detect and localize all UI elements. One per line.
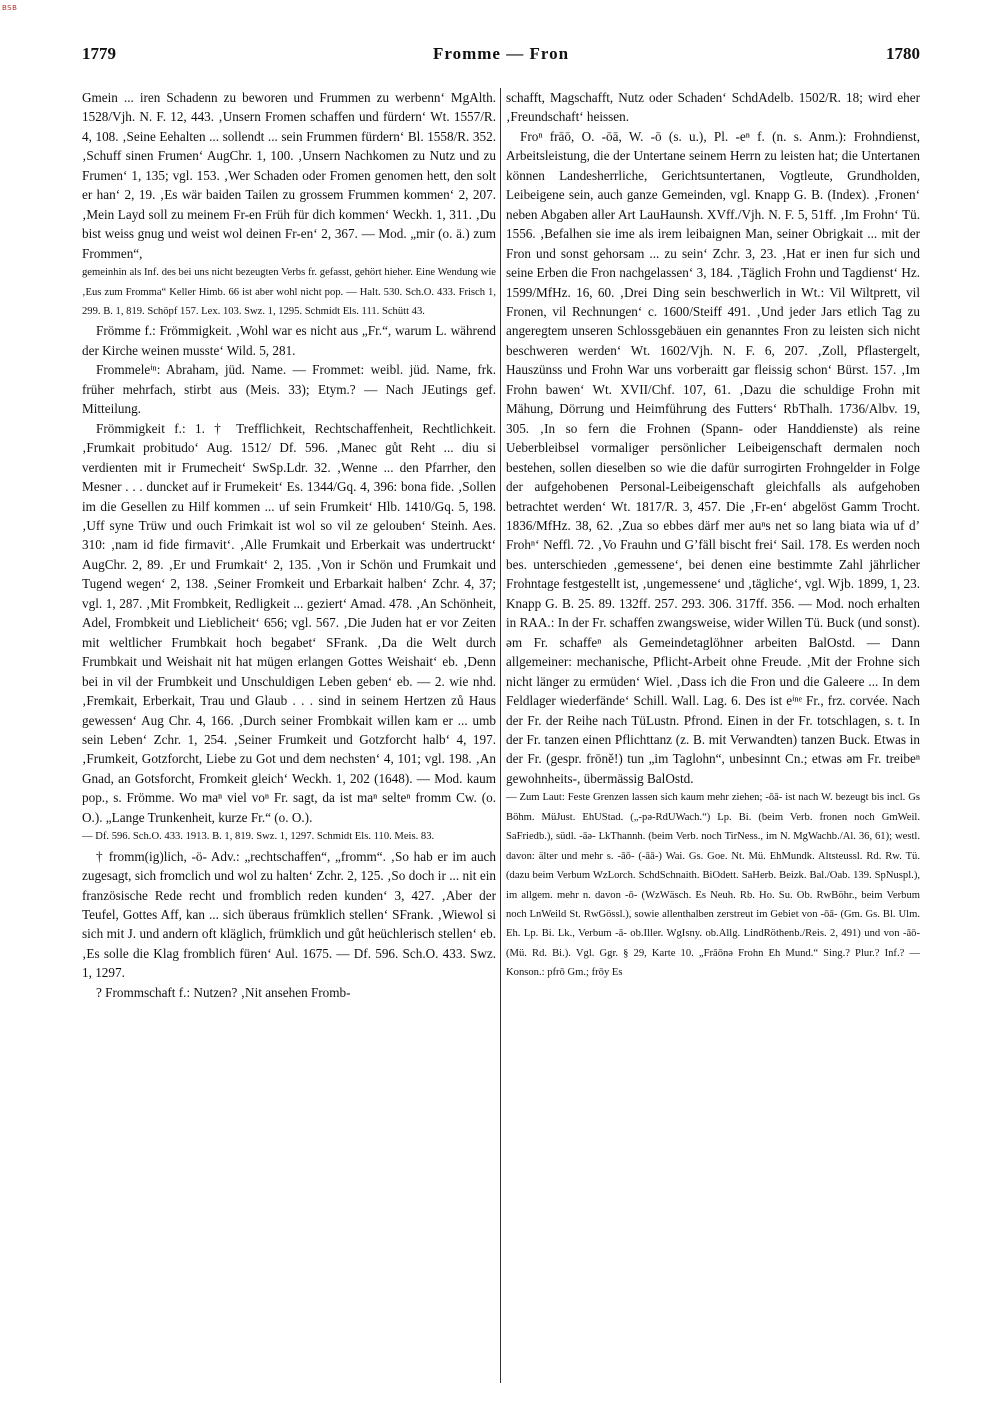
phonology-note: — Zum Laut: Feste Grenzen lassen sich kaum mehr ziehen; -ōā- ist nach W. bezeugt bis incl. Gs Böhm. MüJust. EhUStad. („-pə-RdUWach.“) Lp. Bi. (beim Verb. fronen noch GmWeil. SaFriedb.), südl. -āə- LkThannh. (beim Verb. noch TirNess., im N. MgWachb./Al. 36, 61); westl. davon: älter und mehr s. -āō- (-āā-) Wai. Gs. Goe. Nt. Mü. EhMundk. Altsteussl. Rd. Rw. Tü. (dazu beim Verbum WzLorch. SchdSchnaith. BiOdett. SaHerb. Beizk. Bal./Oab. 139. SpNuspl.), im allgem. mehr n. davon -ō- (WzWäsch. Es Neuh. Rb. Ho. Su. Ob. RwBöhr., beim Verbum noch LnWeild St. RwGössl.), sowie allenthalben zerstreut im Gebiet von -ōā- (Gm. Gs. Bl. Ulm. Eh. Lp. Bi. Lk., Verbum -ā- ob.Iller. WgIsny. ob.Allg. LindRöthenb./Reis. 2, 491) und von -āō- (Mü. Rd. Bi.). Vgl. Ggr. § 29, Karte 10. „Frāōnə Frohn Eh Mund.“ Sing.? Plur.? Inf.? — Konson.: pfrō Gm.; frōy Es	[506, 792, 920, 979]
reference-note: gemeinhin als Inf. des bei uns nicht bezeugten Verbs fr. gefasst, gehört hieher. Eine Wendung wie ‚Eus zum Fromma“ Keller Himb. 66 ist aber wohl nicht pop. — Halt. 530. Sch.O. 433. Frisch 1, 299. B. 1, 819. Schöpf 157. Lex. 103. Swz. 1, 1295. Schmidt Els. 111. Schütt 43.	[82, 267, 496, 317]
left-column-number: 1779	[82, 44, 116, 63]
page-header	[82, 44, 920, 70]
left-column	[82, 88, 496, 1388]
column-divider	[500, 88, 501, 1383]
entry-paragraph: Gmein ... iren Schadenn zu beworen und Frummen zu werbenn‘ MgAlth. 1528/Vjh. N. F. 12, 443. ‚Unsern Fromen schaffen und fürdern‘ Wt. 1557/R. 4, 108. ‚Seine Eehalten ... sollendt ... sein Frummen fürdern‘ Bl. 1558/R. 352. ‚Schuff sinen Frumen‘ AugChr. 1, 100. ‚Unsern Nachkomen zu Nutz und zu Frumen‘ 1, 135; vgl. 153. ‚Wer Schaden oder Fromen genomen hett, den solt er han‘ 2, 19. ‚Es wär baiden Tailen zu grossem Frummen kommen‘ 2, 207. ‚Mein Layd soll zu meinem Fr-en Früh für dich kommen‘ Weckh. 1, 311. ‚Du bist weiss gnug und weist wol deinen Fr-en‘ 2, 367. — Mod. „mir (o. ä.) zum Frommen“,	[82, 90, 496, 261]
entry-continuation: schafft, Magschafft, Nutz oder Schaden‘ SchdAdelb. 1502/R. 18; wird eher ‚Freundschaft‘ heissen.	[506, 90, 920, 125]
entry-froemme: Frömme f.: Frömmigkeit. ‚Wohl war es nicht aus „Fr.“, warum L. während der Kirche weinen musste‘ Wild. 5, 281.	[82, 323, 496, 358]
entry-frommele: Frommeleⁱⁿ: Abraham, jüd. Name. — Frommet: weibl. jüd. Name, frk. früher mehrfach, stirbt aus (Meis. 33); Etym.? — Nach JEutings gef. Mitteilung.	[82, 362, 496, 417]
reference-note: — Df. 596. Sch.O. 433. 1913. B. 1, 819. Swz. 1, 1297. Schmidt Els. 110. Meis. 83.	[82, 831, 435, 843]
right-column-number: 1780	[886, 44, 920, 63]
entry-froemmigkeit: Frömmigkeit f.: 1. † Trefflichkeit, Rechtschaffenheit, Rechtlichkeit. ‚Frumkait probitudo‘ Aug. 1512/ Df. 596. ‚Manec gůt Reht ... diu si verdienten mit ir Frumecheit‘ SwSp.Ldr. 32. ‚Wenne ... den Pfarrher, den Mesner . . . duncket auf ir Frumekeit‘ Es. 1344/Gq. 4, 396: bona fide. ‚Sollen im die Gesellen zu Hilf kommen ... uf sein Frumkeit‘ Hlb. 1410/Gq. 5, 198. ‚Uff syne Trüw und ouch Frimkait ist wol so vil ze gelouben‘ Steinh. Aes. 310: ‚nam id fide firmavit‘. ‚Alle Frumkait und Erberkait was undertruckt‘ AugChr. 2, 89. ‚Er und Frumkait‘ 2, 135. ‚Von ir Schön und Frumkait und Tugend wegen‘ 2, 138. ‚Seiner Fromkeit und Erbarkait halben‘ Zchr. 4, 37; vgl. 1, 287. ‚Mit Frombkeit, Redligkeit ... geziert‘ Amad. 478. ‚An Schönheit, Adel, Frombkeit und Lieblicheit‘ 656; vgl. 567. ‚Die Juden hat er vor Zeiten mit weltlicher Frumbkait hoch begabet‘ SFrank. ‚Da die Welt durch Frumbkait und Weishait nit hat mügen erlangen Gottes Weishait‘ eb. ‚Denn bei in vil der Frumbkeit und Unschuldigen Leben geben‘ eb. — 2. wie nhd. ‚Fremkait, Erberkait, Trau und Glaub . . . sind in seinem Hertzen zů Haus gewessen‘ Aug Chr. 4, 166. ‚Durch seiner Frombkait willen kam er ... umb sein Leben‘ Zchr. 1, 254. ‚Seiner Frumkeit und Gotzforcht halb‘ 4, 197. ‚Frumkeit, Gotzforcht, Liebe zu Got und dem nechsten‘ 4, 101; vgl. 198. ‚An Gnad, an Gotsforcht, Fromkeit gleich‘ Weckh. 1, 202 (1648). — Mod. kaum pop., s. Frömme. Wo maⁿ viel voⁿ Fr. sagt, da ist maⁿ selteⁿ fromm Cw. (o. O.). „Lange Trunkenheit, kurze Fr.“ (o. O.).	[82, 420, 496, 825]
library-stamp: BSB	[2, 4, 18, 12]
running-title: Fromme — Fron	[432, 44, 570, 63]
entry-frommiglich: † fromm(ig)lich, -ö- Adv.: „rechtschaffen“, „fromm“. ‚So hab er im auch zugesagt, sich fromclich und wol zu halten‘ Zchr. 2, 125. ‚So doch ir ... nit ein französische Rede recht und fromblich reden kunden‘ 3, 427. ‚Aber der Teufel, Gottes Aff, kan ... sich überaus frümklich stellen‘ SFrank. ‚Wiewol si sich mit J. und andern oft kläglich, frümklich und gůt heüchlerisch stellen‘ eb. ‚Es solle die Klag fromblich füren‘ Aul. 1675. — Df. 596. Sch.O. 433. Swz. 1, 1297.	[82, 848, 496, 981]
entry-fron: Froⁿ frāō, O. -ōā, W. -ō (s. u.), Pl. -eⁿ f. (n. s. Anm.): Frohndienst, Arbeitsleistung, die der Untertane seinem Herrn zu leisten hat; die Untertanen können Landesherrliche, Gerichtsuntertanen, Vogtleute, Grundholden, Leibeigene sein, auch ganze Gemeinden, vgl. Knapp G. B. (Index). ‚Fronen‘ neben Abgaben aller Art LauHaunsh. XVff./Vjh. N. F. 5, 51ff. ‚Im Frohn‘ Tü. 1556. ‚Befalhen sie ime als irem leibaignen Man, seiner Obrigkait ... mit der Fron und sonst gehorsam ... zu sein‘ Zchr. 3, 23. ‚Hat er inen fur sich und seine Erben die Fron nachgelassen‘ 3, 184. ‚Täglich Frohn und Tagdienst‘ Hz. 1599/MfHz. 16, 60. ‚Drei Ding sein beschwerlich in Wt.: Vil Wiltprett, vil Fronen, vil Rechnungen‘ c. 1600/Steiff 491. ‚Und jeder Jars etlich Tag zu angeregtem unseren Schlossgebäuen ein genanntes Fron zu leisten sich nicht beschweren werden‘ Wt. 1602/Vjh. N. F. 6, 207. ‚Zoll, Pflastergelt, Hauszünss und Frohn War uns vorberaitt gar fleissig schon‘ Bürst. 157. ‚Im Frohn bawen‘ Wt. XVII/Chf. 107, 61. ‚Dazu die schuldige Frohn mit Mähung, Dörrung und Heimführung des Futters‘ RbThalh. 1736/Albv. 19, 305. ‚In so fern die Frohnen (Spann- oder Handdienste) als reine Ueberbleibsel vormaliger persönlicher Leibeigenschaft dermalen noch bestehen, sollen dieselben so wie die dafür surrogirten Frohngelder in Folge der aufgehobenen Personal-Leibeigenschaft gleichfalls als aufgehoben betrachtet werden‘ Wt. 1817/R. 3, 457. Die ‚Fr-en‘ abgelöst Gamm Trocht. 1836/MfHz. 38, 62. ‚Zua so ebbes därf mer auⁿs net so lang biata wia uf d’ Frohⁿ‘ Neffl. 72. ‚Vo Frauhn und G’fäll bischt frei‘ Sail. 178. Es werden noch bes. unterschieden ‚gemessene‘, bei denen eine bestimmte Zahl jährlicher Frohntage festgestellt ist, ‚ungemessene‘ und ‚tägliche‘, vgl. Wjb. 1899, 1, 23. Knapp G. B. 25. 89. 132ff. 257. 293. 306. 317ff. 356. — Mod. noch erhalten in RAA.: In der Fr. schaffen zwangsweise, wider Willen Tü. Buck (und sonst). əm Fr. schaffeⁿ als Gemeindetaglöhner arbeiten BalOstd. — Dann allgemeiner: mechanische, Pflicht-Arbeit ohne Freude. ‚Mit der Frohne sich nicht länger zu ermüden‘ Wiel. ‚Dass ich die Fron und die Galeere ... In dem Feldlager wiederfände‘ Schill. Wall. Lag. 6. Des ist eⁱⁿᵉ Fr., frz. corvée. Nach der Fr. der Reihe nach TüLustn. Pfrond. Einen in der Fr. totschlagen, s. t. In der Fr. tanzen einen Pflichttanz (z. B. mit Verwandten) tanzen Buck. Etwas in der Fr. (gespr. frōnĕ!) tun „im Taglohn“, unbesinnt Cn.; etwas əm Fr. treibeⁿ gewohnheits-, übermässig BalOstd.	[506, 128, 920, 786]
right-column	[506, 88, 920, 1388]
entry-frommschaft: ? Frommschaft f.: Nutzen? ‚Nit ansehen Fromb-	[96, 984, 351, 1000]
